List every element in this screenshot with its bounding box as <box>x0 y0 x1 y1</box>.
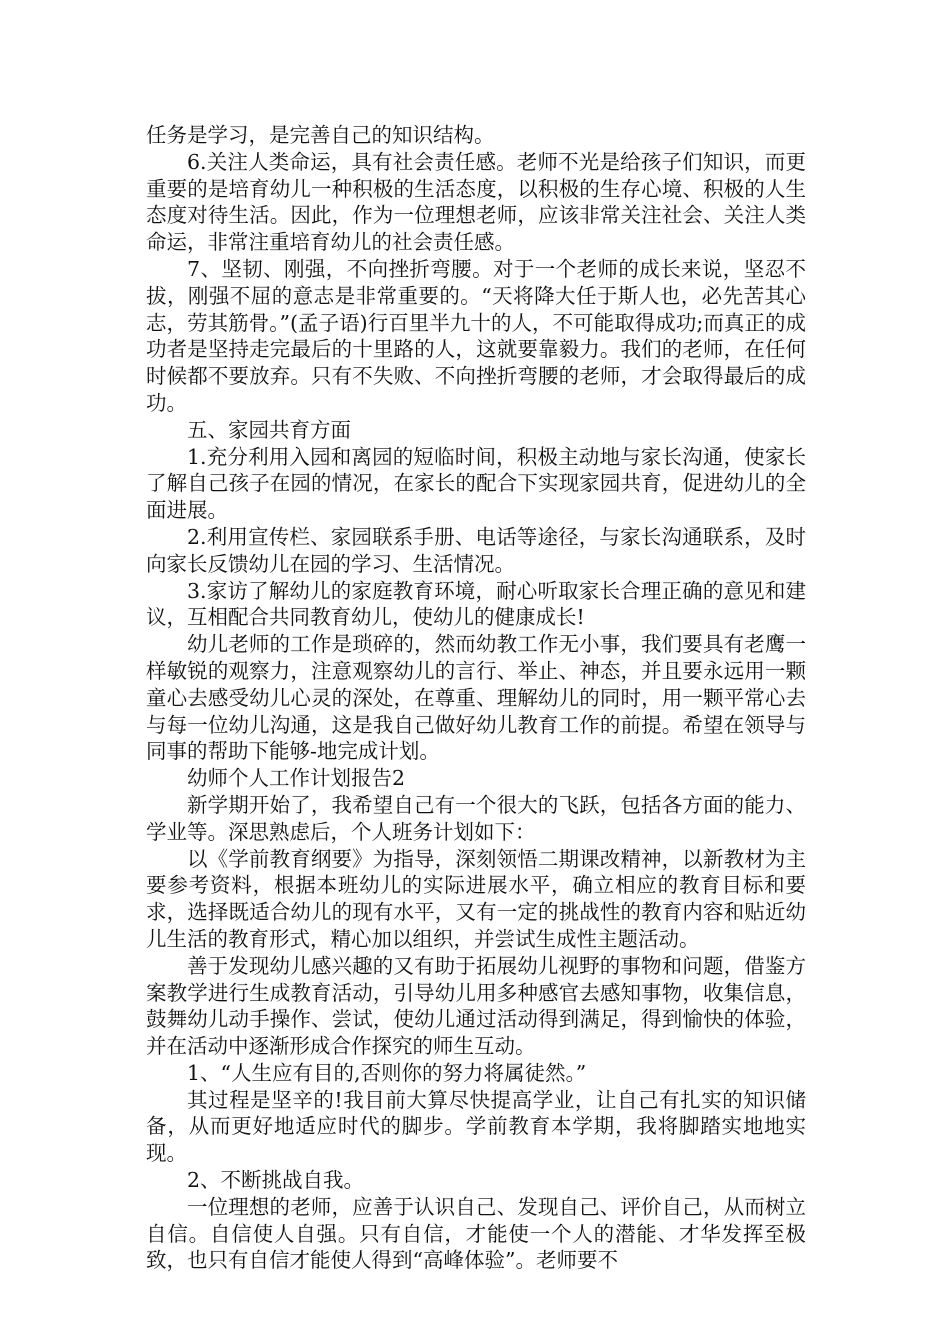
paragraph-summary: 幼儿老师的工作是琐碎的，然而幼教工作无小事，我们要具有老鹰一样敏锐的观察力，注意观察幼儿的言行、举止、神态，并且要永远用一颗童心去感受幼儿心灵的深处，在尊重、理解幼儿的同时，用一颗平常心去与每一位幼儿沟通，这是我自己做好幼儿教育工作的前提。希望在领导与同事的帮助下能够-地完成计划。 <box>146 632 806 764</box>
paragraph-guideline: 以《学前教育纲要》为指导，深刻领悟二期课改精神，以新教材为主要参考资料，根据本班幼儿的实际进展水平，确立相应的教育目标和要求，选择既适合幼儿的现有水平，又有一定的挑战性的教育内容和贴近幼儿生活的教育形式，精心加以组织，并尝试生成性主题活动。 <box>146 846 806 951</box>
paragraph-new-term: 新学期开始了，我希望自己有一个很大的飞跃，包括各方面的能力、学业等。深思熟虑后，个人班务计划如下： <box>146 792 806 844</box>
section-heading-home-school: 五、家园共育方面 <box>187 417 351 442</box>
subheading-goal-1: 1、“人生应有目的,否则你的努力将属徒然。” <box>187 1060 587 1085</box>
paragraph-process: 其过程是坚辛的!我目前大算尽快提高学业，让自己有扎实的知识储备，从而更好地适应时代的脚步。学前教育本学期，我将脚踏实地地实现。 <box>146 1087 806 1166</box>
paragraph-home-school-1: 1.充分利用入园和离园的短临时间，积极主动地与家长沟通，使家长了解自己孩子在园的情况，在家长的配合下实现家园共育，促进幼儿的全面进展。 <box>146 444 806 523</box>
paragraph-home-school-3: 3.家访了解幼儿的家庭教育环境，耐心听取家长合理正确的意见和建议，互相配合共同教育幼儿，使幼儿的健康成长! <box>146 578 806 630</box>
paragraph-discovery: 善于发现幼儿感兴趣的又有助于拓展幼儿视野的事物和问题，借鉴方案教学进行生成教育活动，引导幼儿用多种感官去感知事物，收集信息，鼓舞幼儿动手操作、尝试，使幼儿通过活动得到满足，得到愉快的体验，并在活动中逐渐形成合作探究的师生互动。 <box>146 953 806 1059</box>
paragraph-home-school-2: 2.利用宣传栏、家园联系手册、电话等途径，与家长沟通联系，及时向家长反馈幼儿在园的学习、生活情况。 <box>146 524 806 576</box>
document-page <box>146 122 806 1274</box>
report-title-2: 幼师个人工作计划报告2 <box>187 766 406 791</box>
paragraph-item-6: 6.关注人类命运，具有社会责任感。老师不光是给孩子们知识，而更重要的是培育幼儿一种积极的生活态度，以积极的生存心境、积极的人生态度对待生活。因此，作为一位理想老师，应该非常关注社会、关注人类命运，非常注重培育幼儿的社会责任感。 <box>146 149 806 255</box>
paragraph-ideal-teacher: 一位理想的老师，应善于认识自己、发现自己、评价自己，从而树立自信。自信使人自强。只有自信，才能使一个人的潜能、才华发挥至极致，也只有自信才能使人得到“高峰体验”。老师要不 <box>146 1194 806 1273</box>
paragraph-intro-fragment: 任务是学习，是完善自己的知识结构。 <box>146 123 495 147</box>
paragraph-item-7: 7、坚韧、刚强，不向挫折弯腰。对于一个老师的成长来说，坚忍不拔，刚强不屈的意志是非常重要的。“天将降大任于斯人也，必先苦其心志，劳其筋骨。”(孟子语)行百里半九十的人，不可能取得成功;而真正的成功者是坚持走完最后的十里路的人，这就要靠毅力。我们的老师，在任何时候都不要放弃。只有不失败、不向挫折弯腰的老师，才会取得最后的成功。 <box>146 256 806 415</box>
subheading-challenge-2: 2、不断挑战自我。 <box>187 1168 365 1193</box>
